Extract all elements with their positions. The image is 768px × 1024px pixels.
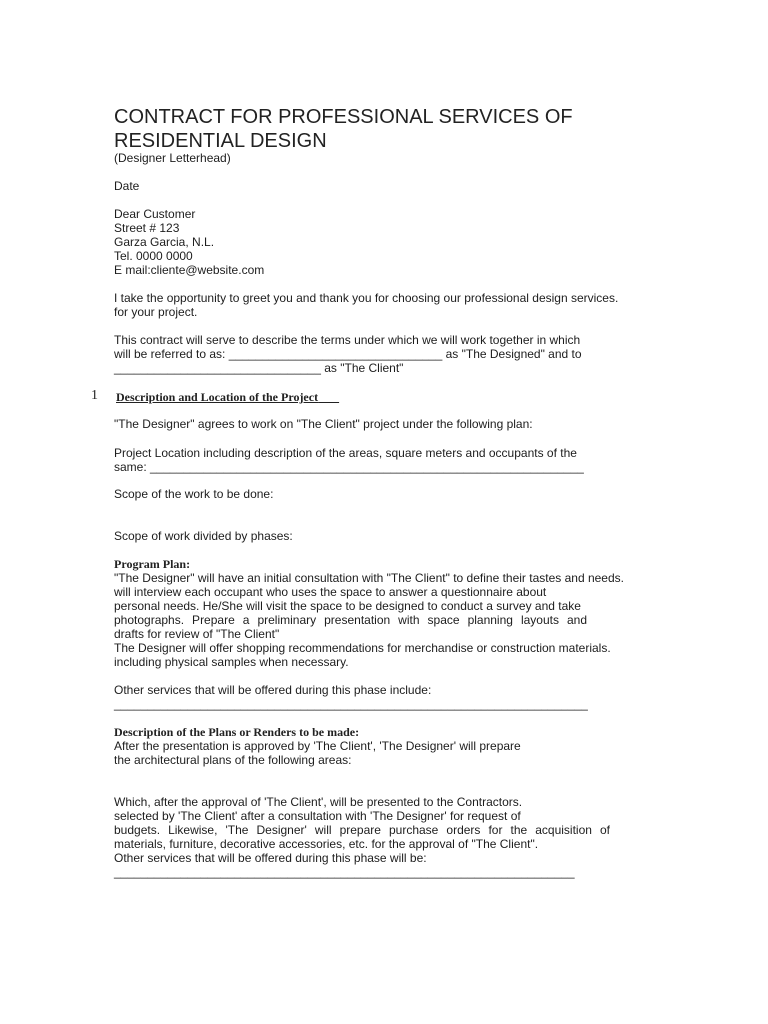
other-services-label-2: Other services that will be offered during this phase will be: <box>114 851 427 865</box>
document-title-line-2: RESIDENTIAL DESIGN <box>114 130 327 152</box>
program-line-5: drafts for review of "The Client" <box>114 627 280 641</box>
date-label: Date <box>114 179 140 193</box>
recipient-name: Dear Customer <box>114 207 196 221</box>
plans-line-1: After the presentation is approved by 'The Client', 'The Designer' will prepare <box>114 739 521 753</box>
phases-label: Scope of work divided by phases: <box>114 529 293 543</box>
location-line-2: same: _________________________________________________________________ <box>114 460 584 474</box>
recipient-street: Street # 123 <box>114 221 180 235</box>
plans-heading: Description of the Plans or Renders to be made: <box>114 725 360 739</box>
terms-line-2: will be referred to as: ________________________________ as "The Designed" and to <box>114 347 582 361</box>
program-line-1: "The Designer" will have an initial consultation with "The Client" to define their tastes and needs. <box>114 571 624 585</box>
contractors-line-4: materials, furniture, decorative accessories, etc. for the approval of "The Client". <box>114 837 539 851</box>
contractors-line-3: budgets. Likewise, 'The Designer' will prepare purchase orders for the acquisition of <box>114 823 610 837</box>
location-line-1: Project Location including description of the areas, square meters and occupants of the <box>114 446 577 460</box>
program-plan-heading: Program Plan: <box>114 557 191 571</box>
recipient-phone: Tel. 0000 0000 <box>114 249 193 263</box>
program-line-3: personal needs. He/She will visit the space to be designed to conduct a survey and take <box>114 599 581 613</box>
program-line-7: including physical samples when necessary. <box>114 655 349 669</box>
program-line-4: photographs. Prepare a preliminary presentation with space planning layouts and <box>114 613 587 627</box>
plans-line-2: the architectural plans of the following areas: <box>114 753 352 767</box>
program-line-2: will interview each occupant who uses the space to answer a questionnaire about <box>114 585 547 599</box>
agreement-line: "The Designer" agrees to work on "The Client" project under the following plan: <box>114 417 533 431</box>
terms-line-1: This contract will serve to describe the terms under which we will work together in which <box>114 333 581 347</box>
contractors-line-2: selected by 'The Client' after a consultation with 'The Designer' for request of <box>114 809 521 823</box>
recipient-email: E mail:cliente@website.com <box>114 263 265 277</box>
section-heading-rule <box>318 390 339 404</box>
terms-line-3: _______________________________ as "The Client" <box>114 361 404 375</box>
section-number: 1 <box>91 388 98 403</box>
letterhead-placeholder: (Designer Letterhead) <box>114 151 231 165</box>
recipient-city: Garza Garcia, N.L. <box>114 235 215 249</box>
section-heading <box>116 390 339 405</box>
intro-line-2: for your project. <box>114 305 198 319</box>
other-services-blank-1: _______________________________________________________________________ <box>114 697 588 711</box>
other-services-blank-2: _____________________________________________________________________ <box>114 865 575 879</box>
program-line-6: The Designer will offer shopping recommendations for merchandise or construction materials. <box>114 641 611 655</box>
section-heading-text: Description and Location of the Project <box>116 390 319 404</box>
document-title-line-1: CONTRACT FOR PROFESSIONAL SERVICES OF <box>114 106 573 128</box>
contractors-line-1: Which, after the approval of 'The Client', will be presented to the Contractors. <box>114 795 523 809</box>
intro-line-1: I take the opportunity to greet you and thank you for choosing our professional design services. <box>114 291 619 305</box>
other-services-label-1: Other services that will be offered during this phase include: <box>114 683 432 697</box>
scope-label: Scope of the work to be done: <box>114 487 274 501</box>
